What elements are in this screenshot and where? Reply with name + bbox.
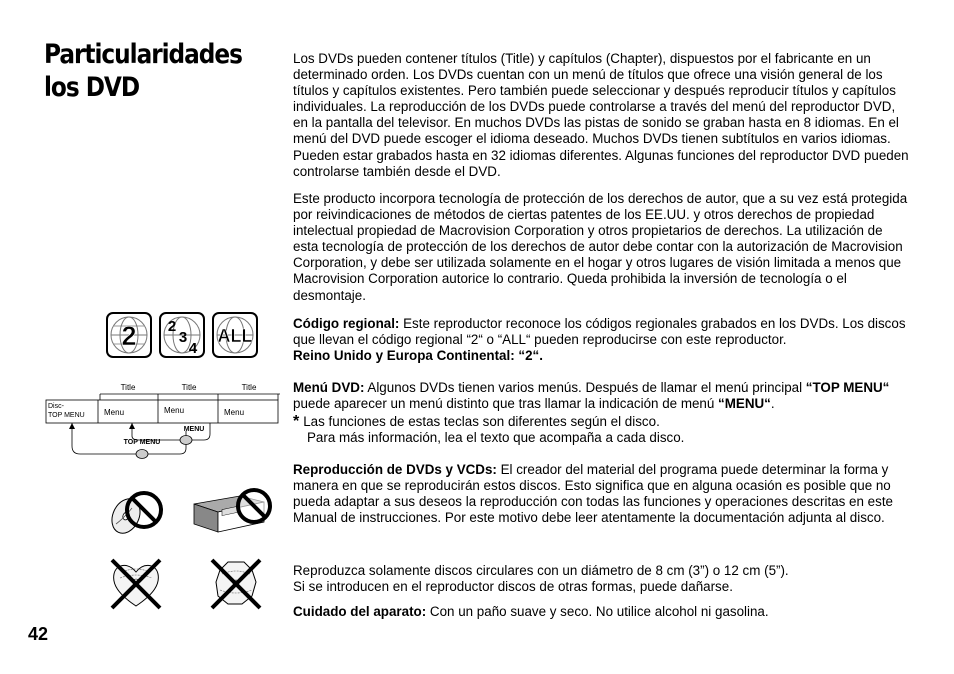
copyright-paragraph: Este producto incorpora tecnología de protección de los derechos de autor, que a su vez está protegida por reivindicaciones de métodos de ciertas patentes de los EE.UU. y otros derechos de propiedad intelectual propiedad de Macrovision Corporation y otros propietarios de derechos. La utilización de esta tecnología de protección de los derechos de autor debe contar con la autorización de Macrovision Corporation, y debe ser utilizada solamente en el hogar y otros lugares de visión limitada a menos que Macrovision Corporation autorice lo contrario. Queda prohibida la inversión de tecnología o el desmontaje.: [293, 191, 908, 303]
disc-label-2: TOP MENU: [48, 412, 85, 419]
playback-paragraph: [293, 462, 909, 526]
page-number: 42: [28, 624, 49, 644]
region-234-label-c: 4: [188, 340, 198, 357]
circular-line-2: Si se introducen en el reproductor discos de otras formas, puede dañarse.: [293, 579, 733, 595]
region-234-icon: [160, 313, 204, 357]
region-code-icons: [106, 312, 258, 358]
intro-paragraph: Los DVDs pueden contener títulos (Title) y capítulos (Chapter), dispuestos por el fabricante en un determinado orden. Los DVDs cuentan con un menú de títulos que ofrece una visión general de los títulos y capítulos existentes. Pero también puede seleccionar y después reproducir títulos y capítulos individuales. La reproducción de los DVDs puede controlarse a través del menú del reproductor DVD, en la pantalla del televisor. En muchos DVDs las pistas de sonido se graban hasta en 8 idiomas. En el menú del DVD puede escoger el idioma deseado. Muchos DVDs tienen subtítulos en varios idiomas. Pueden estar grabados hasta en 32 idiomas diferentes. Algunas funciones del reproductor DVD pueden controlarse también desde el DVD.: [293, 51, 909, 179]
menu-note: [293, 414, 909, 446]
heart-shaped-disc-crossed-icon: [108, 556, 164, 612]
care-label: Cuidado del aparato:: [293, 604, 427, 619]
region-code-text: Este reproductor reconoce los códigos regionales grabados en los DVDs. Los discos que llevan el código regional “2“ o “ALL“ pueden reproducirse con este reproductor.: [293, 316, 906, 348]
dvd-menu-text-1: Algunos DVDs tienen varios menús. Después de llamar el menú principal: [364, 380, 806, 395]
menu-label-1: Menu: [104, 408, 125, 417]
menu-label-2: Menu: [164, 406, 185, 415]
dvd-menu-diagram: [44, 378, 280, 462]
title-label-3: Title: [241, 383, 257, 392]
region-234-label-b: 3: [178, 329, 188, 346]
dvd-menu-text-2: puede aparecer un menú distinto que tras llamar la indicación de menú: [293, 396, 719, 412]
playback-text: El creador del material del programa puede determinar la forma y manera en que se reproducirán estos discos. Esto significa que en alguna ocasión es posible que no pueda adaptar a sus deseos la reproducción con todas las funciones y operaciones descritas en este Manual de instrucciones. Por este motivo debe leer atentamente la documentación adjunta al disco.: [293, 462, 893, 526]
menu-button-label: MENU: [183, 426, 205, 433]
page-title: [44, 38, 242, 104]
menu-button-icon: [180, 436, 192, 445]
region-code-label: Código regional:: [293, 316, 400, 331]
title-label-1: Title: [120, 383, 136, 392]
dvd-menu-label: Menú DVD:: [293, 380, 365, 395]
region-2-icon: [107, 313, 151, 357]
note-line-1: Las funciones de estas teclas son diferentes según el disco.: [303, 414, 660, 429]
note-star: *: [293, 413, 300, 430]
disc-label-1: Disc-: [48, 403, 64, 410]
top-menu-button-label: TOP MENU: [123, 439, 161, 446]
care-text: Con un paño suave y seco. No utilice alcohol ni gasolina.: [426, 604, 769, 619]
no-player-icon: [192, 486, 274, 536]
care-paragraph: [293, 604, 909, 620]
title-label-2: Title: [181, 383, 197, 392]
region-234-label-a: 2: [167, 318, 177, 335]
region-code-paragraph: [293, 316, 909, 364]
dvd-menu-text-3: .: [770, 396, 775, 412]
irregular-disc-crossed-icon: [208, 556, 264, 612]
page-title-line2: los DVD: [44, 72, 140, 103]
circular-line-1: Reproduzca solamente discos circulares con un diámetro de 8 cm (3”) o 12 cm (5”).: [293, 563, 789, 578]
region-2-label: 2: [121, 321, 137, 351]
dvd-menu-bold-2: “MENU“: [718, 396, 771, 412]
circular-disc-paragraph: [293, 563, 909, 595]
dvd-menu-paragraph: [293, 380, 909, 412]
playback-label: Reproducción de DVDs y VCDs:: [293, 462, 497, 477]
menu-label-3: Menu: [224, 408, 245, 417]
dvd-menu-bold-1: “TOP MENU“: [805, 380, 890, 395]
no-disc-cleaning-icon: [106, 488, 166, 538]
region-code-bold: Reino Unido y Europa Continental: “2“.: [293, 348, 543, 364]
page-title-line1: Particularidades: [44, 39, 242, 70]
top-menu-button-icon: [136, 450, 148, 459]
note-line-2: Para más información, lea el texto que acompaña a cada disco.: [307, 430, 685, 446]
region-all-icon: [213, 313, 257, 357]
region-all-label: ALL: [217, 326, 253, 346]
